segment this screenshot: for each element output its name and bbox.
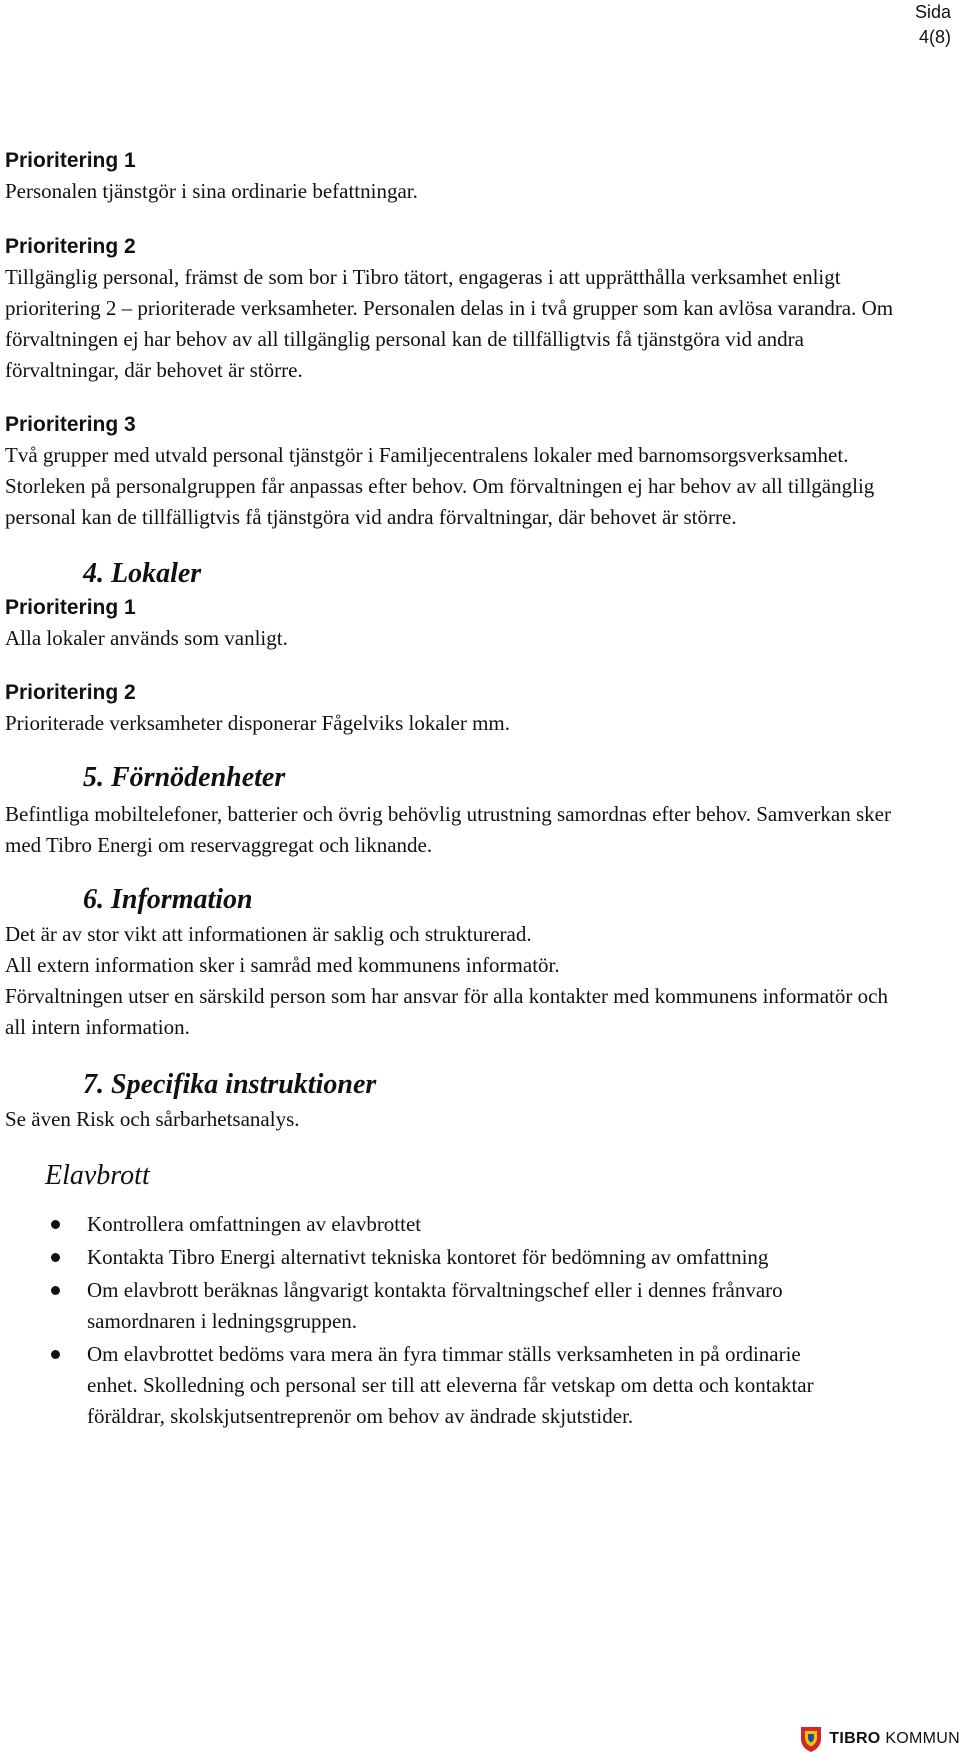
tibro-kommun-logo [799,1725,960,1753]
bullet-list [5,1209,905,1432]
list-item [87,1209,847,1240]
document-body [5,146,905,1434]
section-heading: 6. Information [83,884,253,915]
subsection-heading: Elavbrott [45,1160,150,1191]
subheading: Prioritering 3 [5,413,136,436]
page-number: 4(8) [918,27,951,47]
section-heading: 4. Lokaler [83,558,202,589]
crest-icon [799,1725,823,1753]
list-item-text: Om elavbrott beräknas långvarigt kontakta förvaltningschef eller i dennes frånvaro samordnaren i ledningsgruppen. [87,1278,783,1333]
list-item-text: Om elavbrottet bedöms vara mera än fyra timmar ställs verksamheten in på ordinarie enhet. Skolledning och personal ser till att eleverna får vetskap om detta och kontaktar föräldrar, skolskjutsentreprenör om behov av ändrade skjutstider. [87,1342,814,1428]
page-label: Sida [914,2,951,22]
section-heading: 7. Specifika instruktioner [83,1069,377,1100]
list-item-text: Kontakta Tibro Energi alternativt tekniska kontoret för bedömning av omfattning [87,1245,769,1269]
page-header [915,0,951,50]
subheading: Prioritering 1 [5,596,136,619]
bullet-icon [51,1220,60,1229]
subheading: Prioritering 1 [5,149,136,172]
paragraph: Förvaltningen utser en särskild person som har ansvar för alla kontakter med kommunens informatör och all intern information. [5,984,888,1039]
subheading: Prioritering 2 [5,235,136,258]
paragraph: Det är av stor vikt att informationen är saklig och strukturerad. [5,922,532,946]
bullet-icon [51,1286,60,1295]
list-item-text: Kontrollera omfattningen av elavbrottet [87,1212,422,1236]
paragraph: Befintliga mobiltelefoner, batterier och övrig behövlig utrustning samordnas efter behov. Samverkan sker med Tibro Energi om reservaggregat och liknande. [5,802,891,857]
subheading: Prioritering 2 [5,681,136,704]
paragraph: Alla lokaler används som vanligt. [5,626,288,650]
section-heading: 5. Förnödenheter [83,762,286,793]
paragraph: Två grupper med utvald personal tjänstgör i Familjecentralens lokaler med barnomsorgsverksamhet. Storleken på personalgruppen får anpassas efter behov. Om förvaltningen ej har behov av all tillgänglig personal kan de tillfälligtvis få tjänstgöra vid andra förvaltningar, där behovet är större. [5,443,875,529]
paragraph: Prioriterade verksamheter disponerar Fågelviks lokaler mm. [5,711,511,735]
paragraph: All extern information sker i samråd med kommunens informatör. [5,953,560,977]
bullet-icon [51,1253,60,1262]
logo-brand: TIBRO [829,1730,881,1747]
bullet-icon [51,1350,60,1359]
logo-suffix: KOMMUN [885,1730,960,1747]
list-item [87,1339,847,1432]
paragraph: Tillgänglig personal, främst de som bor i Tibro tätort, engageras i att upprätthålla verksamhet enligt prioritering 2 – prioriterade verksamheter. Personalen delas in i två grupper som kan avlösa varandra. Om förvaltningen ej har behov av all tillgänglig personal kan de tillfälligtvis få tjänstgöra vid andra förvaltningar, där behovet är större. [5,265,894,382]
paragraph: Personalen tjänstgör i sina ordinarie befattningar. [5,179,418,203]
logo-text [829,1730,960,1748]
paragraph: Se även Risk och sårbarhetsanalys. [5,1107,300,1131]
list-item [87,1275,847,1337]
list-item [87,1242,847,1273]
